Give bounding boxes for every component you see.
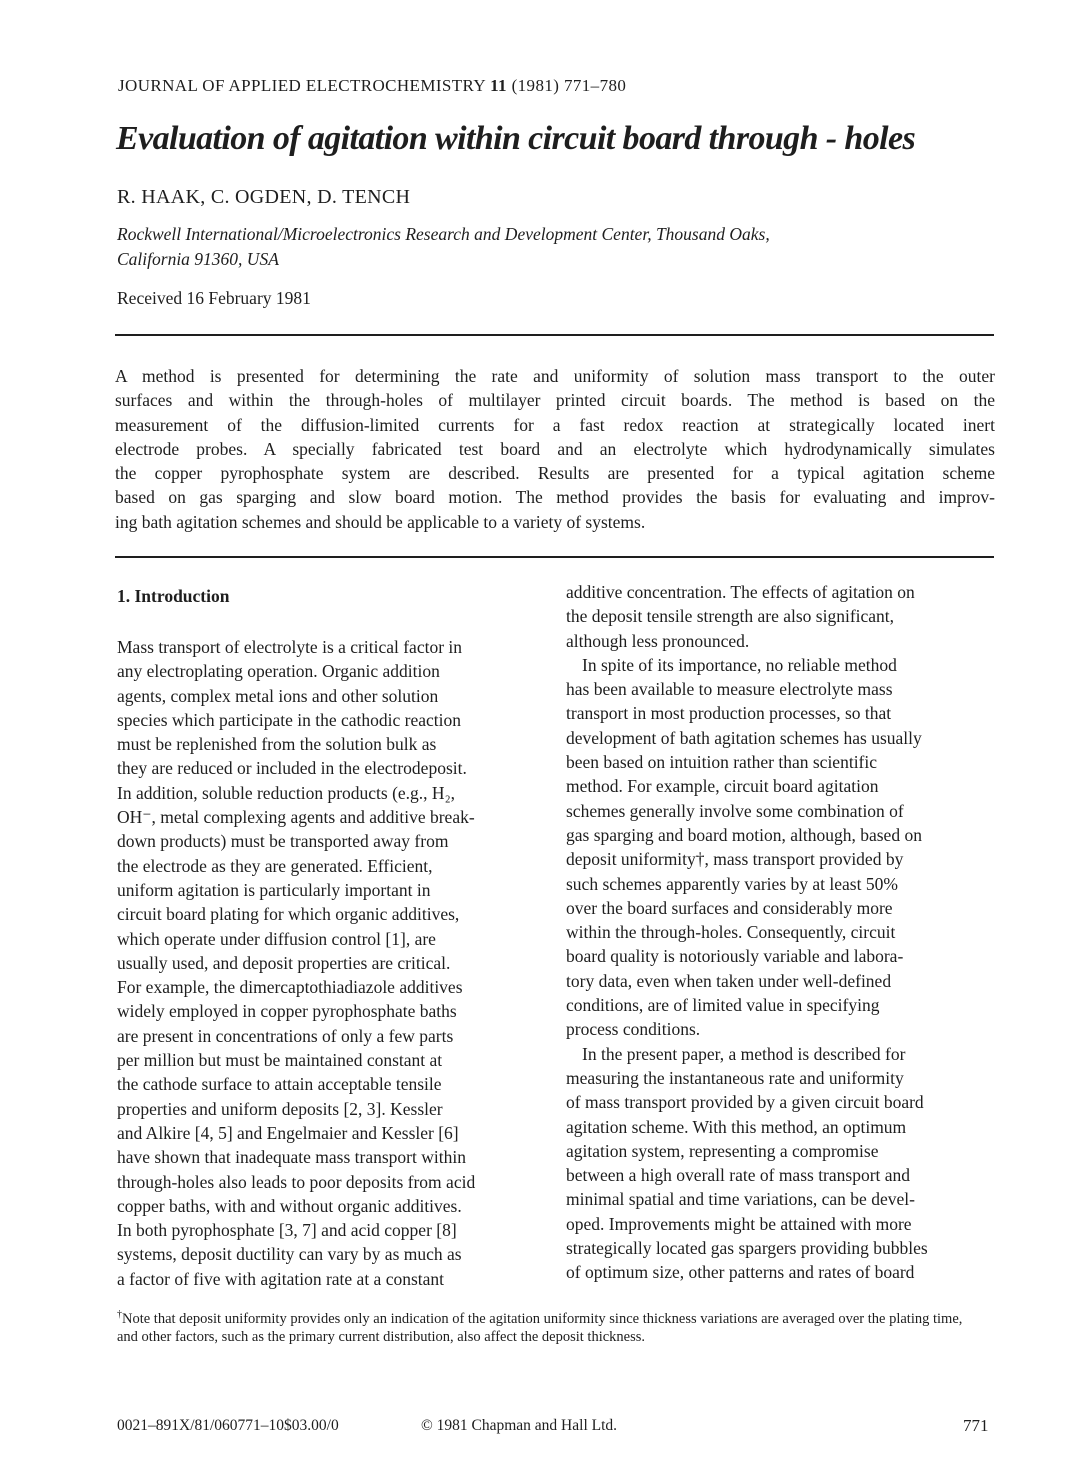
body-line: species which participate in the cathodic reaction [117,709,462,730]
body-line: although less pronounced. [566,630,750,651]
body-line: the cathode surface to attain acceptable tensile [117,1074,442,1095]
abstract-line: measurement of the diffusion-limited currents for a fast redox reaction at strategically located inert [115,414,995,435]
footnote-marker: † [117,1309,122,1320]
paper-title: Evaluation of agitation within circuit board through - holes [116,120,916,157]
body-line: such schemes apparently varies by at least 50% [566,873,898,894]
abstract-line: A method is presented for determining the rate and uniformity of solution mass transport to the outer [115,366,995,386]
body-line: down products) must be transported away from [117,831,449,852]
article-code: 0021–891X/81/060771–10$03.00/0 [117,1417,339,1434]
body-line: has been available to measure electrolyte mass [566,679,893,700]
body-line: within the through-holes. Consequently, circuit [566,922,896,943]
body-line: systems, deposit ductility can vary by as much as [117,1244,462,1265]
right-column [566,580,988,1285]
body-line: must be replenished from the solution bulk as [117,734,437,755]
body-line: copper baths, with and without organic additives. [117,1195,462,1216]
body-line: deposit uniformity†, mass transport provided by [566,849,904,870]
abstract-line: the copper pyrophosphate system are described. Results are presented for a typical agitation scheme [115,463,995,484]
body-line: In addition, soluble reduction products (e.g., H₂, [117,782,456,803]
body-line: board quality is notoriously variable and labora- [566,946,904,967]
body-line: widely employed in copper pyrophosphate baths [117,1001,457,1022]
body-line: process conditions. [566,1019,701,1040]
body-line: any electroplating operation. Organic addition [117,661,440,682]
body-line: measuring the instantaneous rate and uniformity [566,1067,904,1088]
body-line: been based on intuition rather than scientific [566,752,878,773]
body-line: which operate under diffusion control [1], are [117,928,436,949]
page-number: 771 [963,1416,989,1435]
body-line: OH⁻, metal complexing agents and additive break- [117,807,475,828]
body-line: For example, the dimercaptothiadiazole additives [117,977,463,998]
body-line: method. For example, circuit board agitation [566,776,879,797]
body-line: agitation scheme. With this method, an optimum [566,1116,907,1137]
body-line: are present in concentrations of only a few parts [117,1025,454,1046]
body-line: gas sparging and board motion, although, based on [566,824,922,845]
footnote-text: Note that deposit uniformity provides only an indication of the agitation uniformity since thickness variations are averaged over the plating time, and other factors, such as the primary current distribution, also affect the deposit thickness. [117,1310,963,1346]
body-line: conditions, are of limited value in specifying [566,995,880,1016]
body-line: have shown that inadequate mass transport within [117,1147,466,1168]
body-line: and Alkire [4, 5] and Engelmaier and Kessler [6] [117,1122,459,1143]
body-line: they are reduced or included in the electrodeposit. [117,758,467,779]
body-line: development of bath agitation schemes has usually [566,727,922,748]
body-line: agents, complex metal ions and other solution [117,685,439,706]
body-line: In the present paper, a method is described for [582,1043,906,1064]
body-line: through-holes also leads to poor deposits from acid [117,1171,476,1192]
journal-year-pages: (1981) 771–780 [511,76,627,95]
body-line: Mass transport of electrolyte is a critical factor in [117,637,463,657]
journal-citation [118,76,626,96]
body-line: between a high overall rate of mass transport and [566,1165,911,1186]
body-line: the electrode as they are generated. Efficient, [117,855,433,876]
abstract-line: surfaces and within the through-holes of multilayer printed circuit boards. The method is based on the [115,390,995,411]
abstract-line: based on gas sparging and slow board motion. The method provides the basis for evaluating and improv- [115,487,995,508]
body-line: per million but must be maintained constant at [117,1050,443,1071]
body-line: over the board surfaces and considerably more [566,897,893,918]
body-line: oped. Improvements might be attained with more [566,1213,912,1234]
body-line: usually used, and deposit properties are critical. [117,952,451,973]
body-line: circuit board plating for which organic additives, [117,904,460,925]
divider-top [115,334,994,336]
body-line: a factor of five with agitation rate at a constant [117,1268,445,1289]
body-line: of mass transport provided by a given circuit board [566,1092,924,1113]
authors: R. HAAK, C. OGDEN, D. TENCH [117,186,411,208]
affiliation-line: California 91360, USA [117,249,279,269]
section-heading: 1. Introduction [117,586,230,606]
left-column [117,635,539,1291]
copyright: © 1981 Chapman and Hall Ltd. [421,1417,618,1434]
body-line: transport in most production processes, so that [566,703,892,724]
journal-volume: 11 [490,76,507,95]
affiliation-line: Rockwell International/Microelectronics Research and Development Center, Thousand Oaks, [117,224,770,244]
body-line: uniform agitation is particularly important in [117,879,431,900]
body-line: strategically located gas spargers providing bubbles [566,1238,928,1259]
body-line: additive concentration. The effects of agitation on [566,582,915,602]
body-line: the deposit tensile strength are also significant, [566,606,895,627]
received-date: Received 16 February 1981 [117,288,311,308]
body-line: minimal spatial and time variations, can be devel- [566,1189,915,1210]
abstract-line: electrode probes. A specially fabricated test board and an electrolyte which hydrodynamically simulates [115,438,995,459]
body-line: agitation system, representing a compromise [566,1140,879,1161]
affiliation [117,222,917,272]
journal-name: JOURNAL OF APPLIED ELECTROCHEMISTRY [118,76,486,95]
body-line: tory data, even when taken under well-defined [566,970,892,991]
footnote [117,1306,967,1347]
abstract [115,364,995,534]
body-line: In spite of its importance, no reliable method [582,654,897,675]
body-line: of optimum size, other patterns and rates of board [566,1262,915,1283]
abstract-line: ing bath agitation schemes and should be applicable to a variety of systems. [115,511,646,532]
body-line: properties and uniform deposits [2, 3]. Kessler [117,1098,443,1119]
divider-bottom [115,556,994,558]
body-line: In both pyrophosphate [3, 7] and acid copper [8] [117,1220,457,1241]
body-line: schemes generally involve some combination of [566,800,904,821]
